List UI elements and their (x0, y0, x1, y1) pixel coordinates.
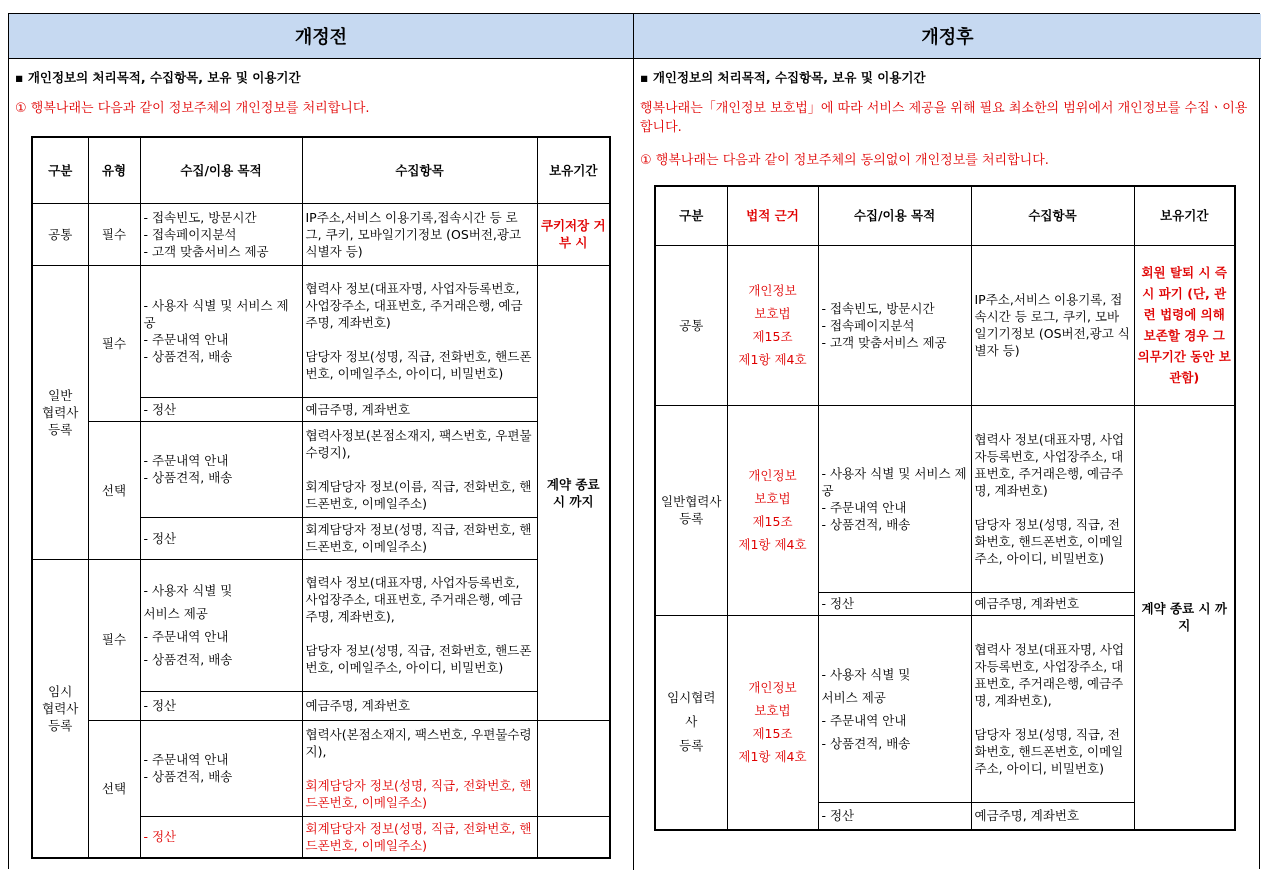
before-temp-settle-items: 예금주명, 계좌번호 (302, 691, 537, 720)
after-general-retention: 계약 종료 시 까지 (1134, 405, 1235, 830)
after-common-items-text: IP주소,서비스 이용기록, 접속시간 등 로그, 쿠키, 모바일기기정보 (OS버전,광고 식별자 등) (974, 292, 1130, 358)
before-general-optional-purpose: - 주문내역 안내 - 상품견적, 배송 (140, 421, 302, 517)
after-temp-division: 임시협력 사 등록 (655, 615, 727, 830)
before-header-retention: 보유기간 (537, 137, 610, 203)
after-header-division: 구분 (655, 186, 727, 245)
before-temp-optional-purpose: - 주문내역 안내 - 상품견적, 배송 (140, 720, 302, 816)
after-temp-items-1: 협력사 정보(대표자명, 사업자등록번호, 사업장주소, 대표번호, 주거래은행, 예금주명, 계좌번호), (974, 641, 1125, 708)
before-general-required-type: 필수 (88, 265, 140, 421)
before-temp-optional-settle-purpose: - 정산 (140, 816, 302, 858)
before-general-required-purpose: - 사용자 식별 및 서비스 제공 - 주문내역 안내 - 상품견적, 배송 (140, 265, 302, 397)
after-general-settle-purpose: - 정산 (818, 592, 971, 615)
after-general-settle-items: 예금주명, 계좌번호 (971, 592, 1134, 615)
after-header-items: 수집항목 (971, 186, 1134, 245)
before-temp-required-items-1: 협력사 정보(대표자명, 사업자등록번호, 사업장주소, 대표번호, 주거래은행, 예금주명, 계좌번호), (305, 575, 523, 624)
before-general-optional-items-1: 협력사정보(본점소재지, 팩스번호, 우편물수령지), (305, 427, 532, 460)
before-header-items: 수집항목 (302, 137, 537, 203)
after-header-purpose: 수집/이용 목적 (818, 186, 971, 245)
before-general-required-items-2: 담당자 정보(성명, 직급, 전화번호, 핸드폰번호, 이메일주소, 아이디, 비밀번호) (305, 349, 532, 381)
before-temp-division: 임시 협력사 등록 (32, 559, 88, 858)
before-general-required-items (302, 265, 537, 397)
after-temp-settle-items: 예금주명, 계좌번호 (971, 802, 1134, 830)
before-general-optional-settle-items: 회계담당자 정보(성명, 직급, 전화번호, 핸드폰번호, 이메일주소) (302, 517, 537, 559)
before-temp-required-items-2: 담당자 정보(성명, 직급, 전화번호, 핸드폰번호, 이메일주소, 아이디, 비밀번호) (305, 643, 532, 675)
after-common-division: 공통 (655, 245, 727, 405)
before-temp-optional-settle-items: 회계담당자 정보(성명, 직급, 전화번호, 핸드폰번호, 이메일주소) (302, 816, 537, 858)
before-temp-required-type: 필수 (88, 559, 140, 720)
after-temp-settle-purpose: - 정산 (818, 802, 971, 830)
after-common-basis: 개인정보 보호법 제15조 제1항 제4호 (727, 245, 818, 405)
before-temp-retention-empty (537, 816, 610, 858)
before-temp-optional-items (302, 720, 537, 816)
after-general-items (971, 405, 1134, 592)
before-header-purpose: 수집/이용 목적 (140, 137, 302, 203)
before-temp-settle-purpose: - 정산 (140, 691, 302, 720)
before-heading: 개정전 (9, 14, 633, 59)
before-intro: ① 행복나래는 다음과 같이 정보주체의 개인정보를 처리합니다. (15, 101, 370, 116)
after-column (634, 14, 1261, 870)
after-section-title: ▪ 개인정보의 처리목적, 수집항목, 보유 및 이용기간 (640, 70, 926, 85)
before-temp-optional-items-2: 회계담당자 정보(성명, 직급, 전화번호, 핸드폰번호, 이메일주소) (305, 777, 532, 810)
before-temp-optional-type: 선택 (88, 720, 140, 858)
before-general-optional-items-2: 회계담당자 정보(이름, 직급, 전화번호, 핸드폰번호, 이메일주소) (305, 478, 532, 511)
comparison-frame (8, 13, 1260, 869)
after-table (654, 185, 1236, 831)
after-header-basis: 법적 근거 (727, 186, 818, 245)
after-general-division: 일반협력사 등록 (655, 405, 727, 615)
before-general-division: 일반 협력사 등록 (32, 265, 88, 559)
after-intro: ① 행복나래는 다음과 같이 정보주체의 동의없이 개인정보를 처리합니다. (640, 153, 1049, 168)
before-common-purpose: - 접속빈도, 방문시간 - 접속페이지분석 - 고객 맞춤서비스 제공 (140, 203, 302, 265)
after-general-purpose: - 사용자 식별 및 서비스 제공 - 주문내역 안내 - 상품견적, 배송 (818, 405, 971, 592)
before-header-division: 구분 (32, 137, 88, 203)
before-general-required-items-1: 협력사 정보(대표자명, 사업자등록번호, 사업장주소, 대표번호, 주거래은행, 예금주명, 계좌번호) (305, 281, 523, 330)
before-general-settle-purpose: - 정산 (140, 397, 302, 421)
before-general-optional-items (302, 421, 537, 517)
before-general-optional-settle-purpose: - 정산 (140, 517, 302, 559)
after-temp-items (971, 615, 1134, 802)
before-common-items: IP주소,서비스 이용기록,접속시간 등 로그, 쿠키, 모바일기기정보 (OS버전,광고 식별자 등) (302, 203, 537, 265)
before-general-settle-items: 예금주명, 계좌번호 (302, 397, 537, 421)
before-section-title: ▪ 개인정보의 처리목적, 수집항목, 보유 및 이용기간 (15, 70, 301, 85)
before-header-type: 유형 (88, 137, 140, 203)
after-common-retention: 회원 탈퇴 시 즉시 파기 (단, 관련 법령에 의해 보존할 경우 그 의무기간 동안 보관함) (1134, 245, 1235, 405)
before-general-retention: 계약 종료 시 까지 (537, 265, 610, 720)
after-header-retention: 보유기간 (1134, 186, 1235, 245)
after-temp-items-2: 담당자 정보(성명, 직급, 전화번호, 핸드폰번호, 이메일주소, 아이디, 비밀번호) (974, 726, 1124, 776)
before-common-division: 공통 (32, 203, 88, 265)
after-heading: 개정후 (634, 14, 1261, 59)
before-temp-required-purpose: - 사용자 식별 및 서비스 제공 - 주문내역 안내 - 상품견적, 배송 (140, 559, 302, 691)
after-general-items-1: 협력사 정보(대표자명, 사업자등록번호, 사업장주소, 대표번호, 주거래은행, 예금주명, 계좌번호) (974, 431, 1125, 498)
before-general-optional-type: 선택 (88, 421, 140, 559)
before-common-retention: 쿠키저장 거부 시 (537, 203, 610, 265)
after-temp-basis: 개인정보 보호법 제15조 제1항 제4호 (727, 615, 818, 830)
before-column (9, 14, 634, 870)
before-temp-required-items (302, 559, 537, 691)
after-note: 행복나래는「개인정보 보호법」에 따라 서비스 제공을 위해 필요 최소한의 범위에서 개인정보를 수집ㆍ이용합니다. (640, 101, 1248, 135)
before-temp-optional-items-1: 협력사(본점소재지, 팩스번호, 우편물수령지), (305, 726, 532, 759)
before-table (31, 136, 611, 859)
before-common-type: 필수 (88, 203, 140, 265)
after-common-purpose: - 접속빈도, 방문시간 - 접속페이지분석 - 고객 맞춤서비스 제공 (818, 245, 971, 405)
after-common-items (971, 245, 1134, 405)
after-general-basis: 개인정보 보호법 제15조 제1항 제4호 (727, 405, 818, 615)
after-general-items-2: 담당자 정보(성명, 직급, 전화번호, 핸드폰번호, 이메일주소, 아이디, 비밀번호) (974, 516, 1124, 566)
after-temp-purpose: - 사용자 식별 및 서비스 제공 - 주문내역 안내 - 상품견적, 배송 (818, 615, 971, 802)
